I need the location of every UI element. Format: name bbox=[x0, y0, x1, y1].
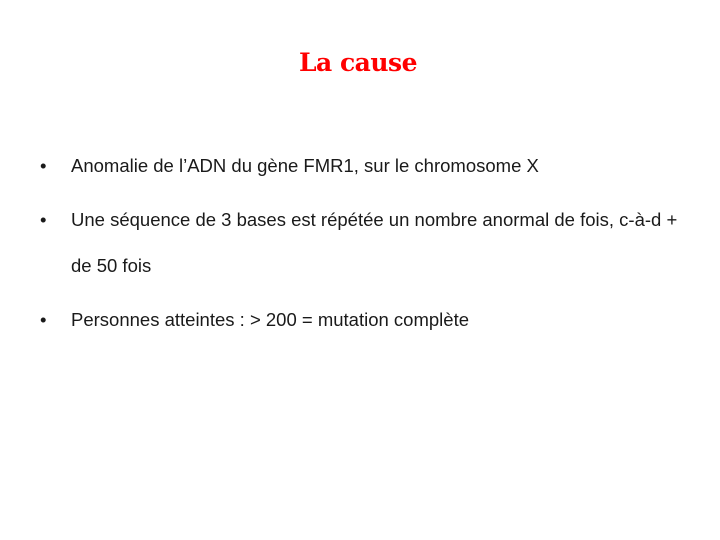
slide-title-text: La cause bbox=[298, 48, 418, 77]
bullet-icon: • bbox=[40, 155, 47, 176]
bullet-icon: • bbox=[40, 209, 47, 230]
bullet-text: Une séquence de 3 bases est répétée un nombre anormal de fois, c-à-d + de 50 fois bbox=[71, 209, 678, 276]
bullet-list bbox=[40, 143, 700, 343]
slide-title bbox=[0, 48, 720, 77]
bullet-item bbox=[40, 297, 700, 343]
bullet-icon: • bbox=[40, 309, 47, 330]
bullet-text: Personnes atteintes : > 200 = mutation complète bbox=[71, 309, 469, 330]
bullet-item bbox=[40, 197, 700, 289]
bullet-text: Anomalie de l’ADN du gène FMR1, sur le chromosome X bbox=[71, 155, 539, 176]
bullet-item bbox=[40, 143, 700, 189]
